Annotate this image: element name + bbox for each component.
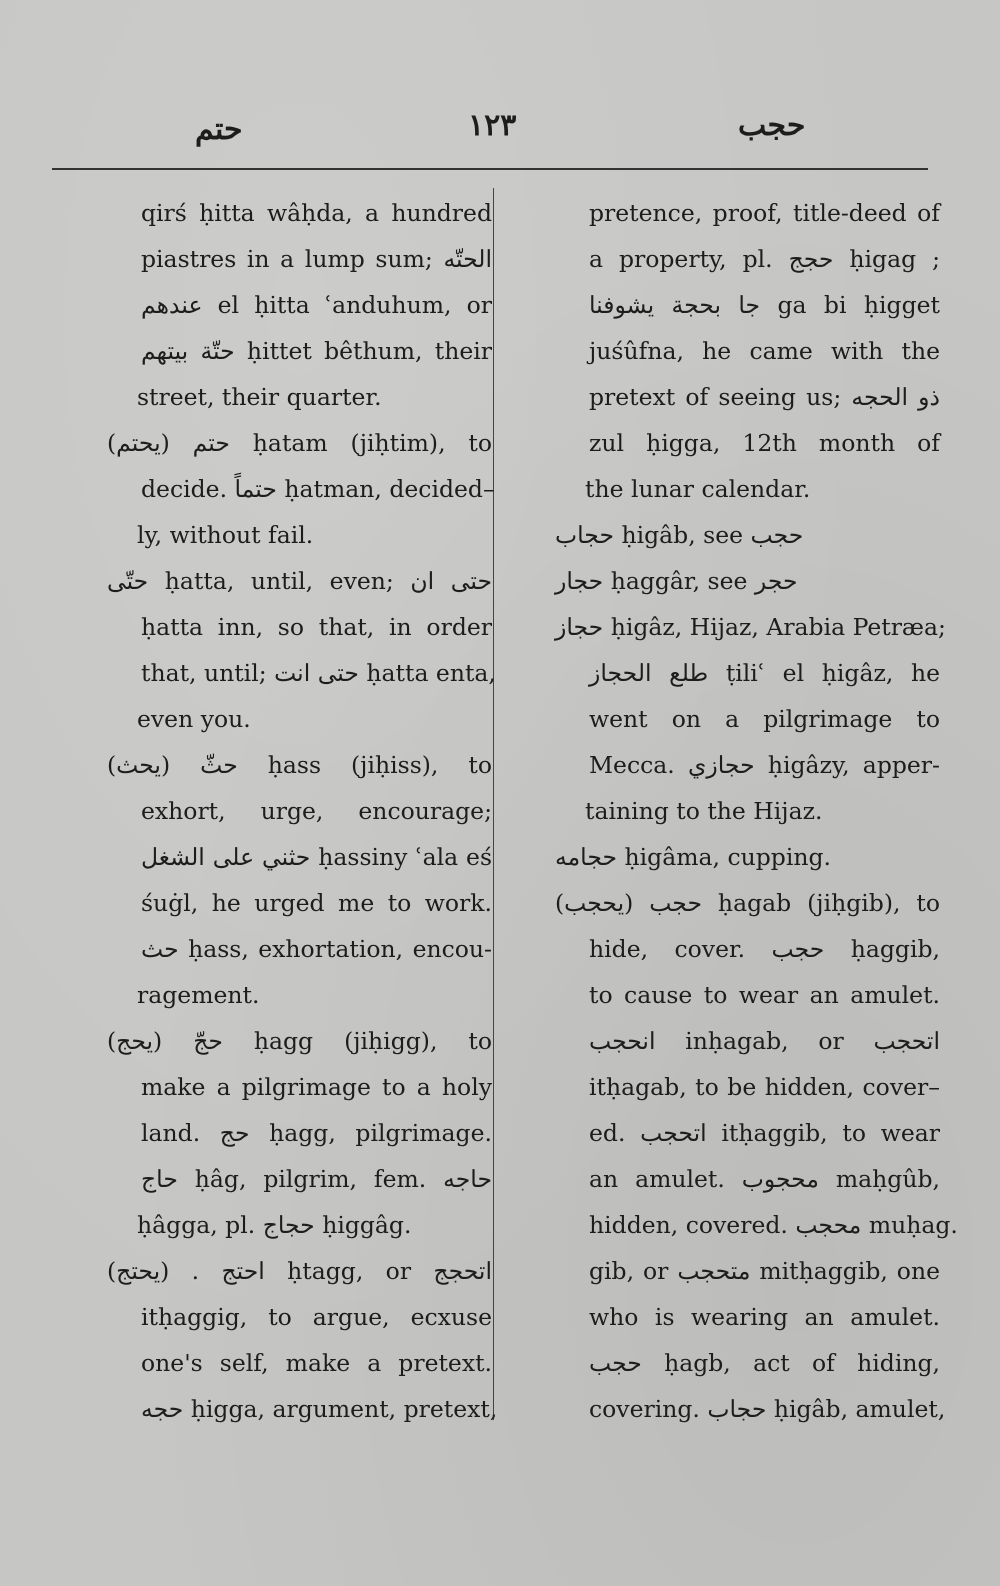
left-column: [107, 190, 498, 1432]
dictionary-line: the lunar calendar.: [585, 475, 811, 503]
dictionary-line: حجامه ḥigâma, cupping.: [555, 843, 832, 871]
left-guide-word: حتم: [195, 112, 243, 147]
dictionary-line: itḥaggig, to argue, ecxuse: [141, 1303, 492, 1331]
dictionary-line: hide, cover. حجب ḥaggib,: [589, 935, 940, 963]
dictionary-line: حجاز ḥigâz, Hijaz, Arabia Petræa;: [555, 613, 946, 641]
dictionary-line: qirś ḥitta wâḥda, a hundred: [141, 199, 492, 227]
dictionary-line: حث ḥass, exhortation, encou-: [141, 935, 492, 963]
dictionary-line: ed. اتحجب itḥaggib, to wear: [589, 1119, 940, 1147]
dictionary-line: حجه ḥigga, argument, pretext,: [141, 1395, 498, 1423]
dictionary-line: taining to the Hijaz.: [585, 797, 823, 825]
dictionary-line: pretext of seeing us; ذو الحجه: [589, 383, 940, 411]
dictionary-line: land. حج ḥagg, pilgrimage.: [141, 1119, 492, 1147]
dictionary-line: Mecca. حجازي ḥigâzy, apper-: [589, 751, 940, 779]
dictionary-line: حجّ (يحج) ḥagg (jiḥigg), to: [107, 1027, 492, 1055]
dictionary-line: حثّ (يحث) ḥass (jiḥiss), to: [107, 751, 492, 779]
right-column: [555, 190, 958, 1432]
dictionary-line: حثني على الشغل ḥassiny ʿala eś: [141, 843, 493, 871]
dictionary-line: went on a pilgrimage to: [589, 705, 940, 733]
dictionary-line: طلع الحجاز ṭiliʿ el ḥigâz, he: [589, 659, 940, 687]
dictionary-line: gib, or متحجب mitḥaggib, one: [589, 1257, 940, 1285]
dictionary-line: who is wearing an amulet.: [589, 1303, 940, 1331]
dictionary-line: ly, without fail.: [137, 521, 314, 549]
dictionary-line: even you.: [137, 705, 251, 733]
right-guide-word: حجب: [738, 108, 806, 143]
column-divider: [493, 188, 494, 1420]
dictionary-line: piastres in a lump sum; الحتّه: [141, 245, 492, 273]
dictionary-line: hidden, covered. محجب muḥag.: [589, 1211, 958, 1239]
dictionary-line: حاج ḥâg, pilgrim, fem. حاجه: [141, 1165, 492, 1193]
dictionary-line: حتّى ḥatta, until, even; حتى ان: [107, 567, 492, 595]
dictionary-line: حجب (يحجب) ḥagab (jiḥgib), to: [555, 889, 940, 917]
dictionary-line: to cause to wear an amulet.: [589, 981, 940, 1009]
dictionary-line: that, until; حتى انت ḥatta enta,: [141, 659, 496, 687]
dictionary-line: حتم (يحتم) ḥatam (jiḥtim), to: [107, 429, 493, 457]
dictionary-line: an amulet. محجوب maḥgûb,: [589, 1165, 940, 1193]
dictionary-line: جا بحجة يشوفنا ga bi ḥigget: [589, 291, 940, 319]
dictionary-line: a property, pl. حجج ḥigag ;: [589, 245, 940, 273]
dictionary-line: حجار ḥaggâr, see حجر: [555, 567, 798, 595]
dictionary-line: pretence, proof, title-deed of: [589, 199, 940, 227]
dictionary-line: انحجب inḥagab, or اتحجب: [589, 1027, 940, 1055]
dictionary-line: juśûfna, he came with the: [589, 337, 940, 365]
dictionary-line: itḥagab, to be hidden, cover–: [589, 1073, 940, 1101]
dictionary-line: ragement.: [137, 981, 260, 1009]
dictionary-line: covering. حجاب ḥigâb, amulet,: [589, 1395, 946, 1423]
dictionary-line: street, their quarter.: [137, 383, 382, 411]
dictionary-line: one's self, make a pretext.: [141, 1349, 492, 1377]
dictionary-line: exhort, urge, encourage;: [141, 797, 492, 825]
dictionary-line: عندهم el ḥitta ʿanduhum, or: [141, 291, 492, 319]
page-number: ١٢٣: [468, 108, 517, 143]
dictionary-line: zul ḥigga, 12th month of: [589, 429, 940, 457]
dictionary-line: حجب ḥagb, act of hiding,: [589, 1349, 940, 1377]
dictionary-line: حجاب ḥigâb, see حجب: [555, 521, 804, 549]
dictionary-line: śuġl, he urged me to work.: [141, 889, 492, 917]
dictionary-line: decide. حتماً ḥatman, decided–: [141, 475, 495, 503]
dictionary-line: حتّة بيتهم ḥittet bêthum, their: [141, 337, 492, 365]
dictionary-line: ḥâgga, pl. حجاج ḥiggâg.: [137, 1211, 412, 1239]
header-rule: [52, 168, 928, 170]
dictionary-line: ḥatta inn, so that, in order: [141, 613, 492, 641]
dictionary-line: احتج . (يحتج) ḥtagg, or اتحجج: [107, 1257, 492, 1285]
dictionary-line: make a pilgrimage to a holy: [141, 1073, 492, 1101]
page-header: [0, 0, 1000, 190]
